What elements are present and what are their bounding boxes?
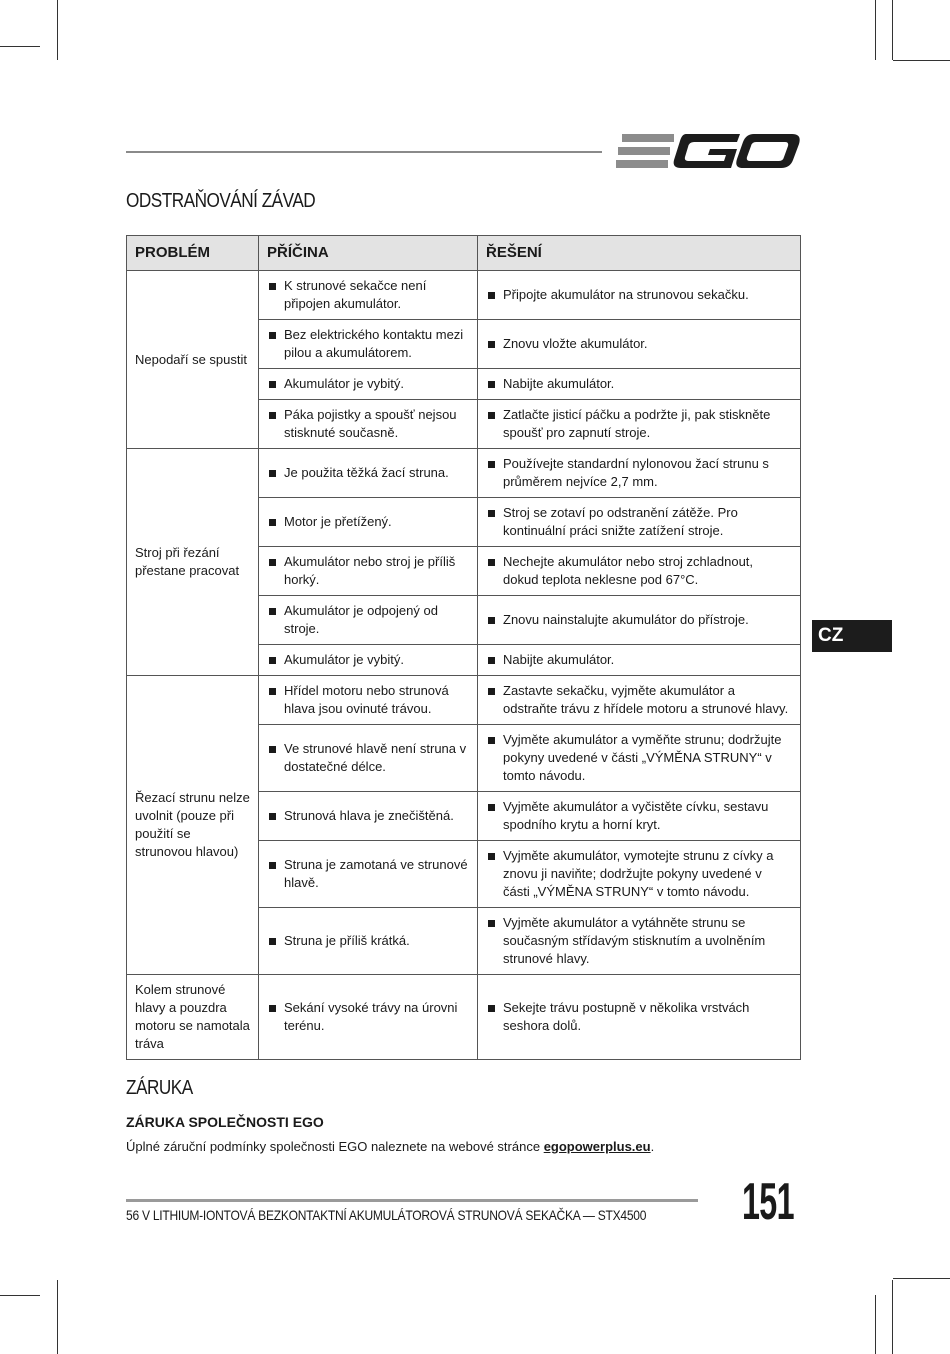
bullet-icon <box>488 804 495 811</box>
cause-text: Bez elektrického kontaktu mezi pilou a akumulátorem. <box>284 327 464 360</box>
cause-cell <box>259 498 478 547</box>
cause-cell <box>259 975 478 1060</box>
cause-cell <box>259 908 478 975</box>
ego-logo-graphic <box>616 128 800 174</box>
solution-text: Připojte akumulátor na strunovou sekačku. <box>503 287 749 302</box>
table-row <box>127 271 801 320</box>
problem-cell: Řezací strunu nelze uvolnit (pouze při použití se strunovou hlavou) <box>127 676 259 975</box>
bullet-icon <box>488 381 495 388</box>
bullet-icon <box>269 746 276 753</box>
solution-cell <box>478 449 801 498</box>
table-header-row <box>127 236 801 271</box>
language-tab: CZ <box>812 620 892 652</box>
warranty-text-after: . <box>650 1139 655 1154</box>
cause-text: K strunové sekačce není připojen akumulátor. <box>284 278 427 311</box>
bullet-icon <box>269 608 276 615</box>
warranty-subtitle: ZÁRUKA SPOLEČNOSTI EGO <box>126 1114 324 1130</box>
solution-text: Vyjměte akumulátor, vymotejte strunu z cívky a znovu ji naviňte; dodržujte pokyny uvedené v části „VÝMĚNA STRUNY“ v tomto návodu. <box>503 848 774 899</box>
bullet-icon <box>488 510 495 517</box>
solution-cell <box>478 841 801 908</box>
cause-text: Ve strunové hlavě není struna v dostatečné délce. <box>284 741 467 774</box>
cause-text: Struna je zamotaná ve strunové hlavě. <box>284 857 468 890</box>
warranty-link[interactable]: egopowerplus.eu <box>543 1139 651 1154</box>
solution-text: Zastavte sekačku, vyjměte akumulátor a odstraňte trávu z hřídele motoru a strunové hlavy. <box>503 683 789 716</box>
bullet-icon <box>269 559 276 566</box>
bullet-icon <box>269 813 276 820</box>
solution-cell <box>478 400 801 449</box>
ego-logo <box>616 128 800 174</box>
cause-cell <box>259 400 478 449</box>
solution-text: Stroj se zotaví po odstranění zátěže. Pro kontinuální práci snižte zatížení stroje. <box>503 505 738 538</box>
warranty-title: ZÁRUKA <box>126 1077 193 1099</box>
cause-cell <box>259 725 478 792</box>
solution-text: Nabijte akumulátor. <box>503 376 615 391</box>
crop-mark <box>892 0 893 60</box>
cause-cell <box>259 676 478 725</box>
solution-cell <box>478 725 801 792</box>
warranty-text-before: Úplné záruční podmínky společnosti EGO naleznete na webové stránce <box>126 1139 544 1154</box>
bullet-icon <box>269 1005 276 1012</box>
table-row <box>127 449 801 498</box>
bullet-icon <box>269 412 276 419</box>
cause-text: Akumulátor je vybitý. <box>284 652 404 667</box>
solution-cell <box>478 498 801 547</box>
bullet-icon <box>269 519 276 526</box>
crop-mark <box>875 1295 876 1354</box>
problem-cell: Nepodaří se spustit <box>127 271 259 449</box>
footer-text: 56 V LITHIUM-IONTOVÁ BEZKONTAKTNÍ AKUMULÁTOROVÁ STRUNOVÁ SEKAČKA — STX4500 <box>126 1207 647 1223</box>
crop-mark <box>0 46 40 47</box>
solution-text: Sekejte trávu postupně v několika vrstvách seshora dolů. <box>503 1000 750 1033</box>
cause-text: Struna je příliš krátká. <box>284 933 410 948</box>
footer-rule <box>126 1199 698 1202</box>
warranty-text <box>126 1139 654 1154</box>
bullet-icon <box>488 461 495 468</box>
cause-text: Akumulátor nebo stroj je příliš horký. <box>284 554 456 587</box>
cause-text: Páka pojistky a spoušť nejsou stisknuté současně. <box>284 407 457 440</box>
solution-cell <box>478 792 801 841</box>
bullet-icon <box>269 381 276 388</box>
solution-cell <box>478 320 801 369</box>
bullet-icon <box>269 938 276 945</box>
cause-cell <box>259 645 478 676</box>
troubleshooting-table <box>126 235 801 1060</box>
solution-text: Vyjměte akumulátor a vyměňte strunu; dodržujte pokyny uvedené v části „VÝMĚNA STRUNY“ v tomto návodu. <box>503 732 782 783</box>
section-title: ODSTRAŇOVÁNÍ ZÁVAD <box>126 190 316 212</box>
crop-mark <box>57 1280 58 1354</box>
solution-cell <box>478 271 801 320</box>
bullet-icon <box>488 412 495 419</box>
problem-cell: Stroj při řezání přestane pracovat <box>127 449 259 676</box>
cause-cell <box>259 369 478 400</box>
bullet-icon <box>488 737 495 744</box>
solution-text: Používejte standardní nylonovou žací strunu s průměrem nejvíce 2,7 mm. <box>503 456 769 489</box>
cause-cell <box>259 547 478 596</box>
page-number: 151 <box>742 1173 794 1231</box>
solution-cell <box>478 596 801 645</box>
cause-cell <box>259 271 478 320</box>
table-row <box>127 676 801 725</box>
solution-text: Vyjměte akumulátor a vytáhněte strunu se současným střídavým stisknutím a uvolněním strunové hlavy. <box>503 915 766 966</box>
header-solution: ŘEŠENÍ <box>478 236 801 271</box>
solution-cell <box>478 645 801 676</box>
cause-cell <box>259 320 478 369</box>
bullet-icon <box>269 470 276 477</box>
cause-text: Strunová hlava je znečištěná. <box>284 808 454 823</box>
solution-cell <box>478 676 801 725</box>
bullet-icon <box>488 559 495 566</box>
bullet-icon <box>488 617 495 624</box>
crop-mark <box>875 0 876 60</box>
cause-cell <box>259 596 478 645</box>
problem-cell: Kolem strunové hlavy a pouzdra motoru se namotala tráva <box>127 975 259 1060</box>
cause-text: Motor je přetížený. <box>284 514 392 529</box>
bullet-icon <box>488 657 495 664</box>
cause-cell <box>259 841 478 908</box>
bullet-icon <box>488 920 495 927</box>
bullet-icon <box>488 341 495 348</box>
solution-text: Nechejte akumulátor nebo stroj zchladnout, dokud teplota neklesne pod 67°C. <box>503 554 754 587</box>
crop-mark <box>893 60 950 61</box>
bullet-icon <box>488 292 495 299</box>
solution-text: Znovu nainstalujte akumulátor do přístroje. <box>503 612 749 627</box>
bullet-icon <box>488 853 495 860</box>
header-problem: PROBLÉM <box>127 236 259 271</box>
bullet-icon <box>488 1005 495 1012</box>
cause-text: Je použita těžká žací struna. <box>284 465 449 480</box>
table-row <box>127 975 801 1060</box>
cause-cell <box>259 792 478 841</box>
crop-mark <box>0 1295 40 1296</box>
bullet-icon <box>269 862 276 869</box>
crop-mark <box>892 1280 893 1354</box>
bullet-icon <box>269 283 276 290</box>
solution-cell <box>478 547 801 596</box>
header-rule <box>126 151 602 153</box>
solution-cell <box>478 908 801 975</box>
cause-text: Sekání vysoké trávy na úrovni terénu. <box>284 1000 458 1033</box>
cause-text: Hřídel motoru nebo strunová hlava jsou ovinuté trávou. <box>284 683 449 716</box>
cause-text: Akumulátor je odpojený od stroje. <box>284 603 438 636</box>
solution-text: Znovu vložte akumulátor. <box>503 336 648 351</box>
crop-mark <box>893 1278 950 1279</box>
solution-text: Zatlačte jisticí páčku a podržte ji, pak stiskněte spoušť pro zapnutí stroje. <box>503 407 771 440</box>
solution-cell <box>478 369 801 400</box>
bullet-icon <box>269 332 276 339</box>
solution-cell <box>478 975 801 1060</box>
solution-text: Nabijte akumulátor. <box>503 652 615 667</box>
bullet-icon <box>488 688 495 695</box>
crop-mark <box>57 0 58 60</box>
bullet-icon <box>269 688 276 695</box>
cause-text: Akumulátor je vybitý. <box>284 376 404 391</box>
header-cause: PŘÍČINA <box>259 236 478 271</box>
solution-text: Vyjměte akumulátor a vyčistěte cívku, sestavu spodního krytu a horní kryt. <box>503 799 769 832</box>
bullet-icon <box>269 657 276 664</box>
cause-cell <box>259 449 478 498</box>
